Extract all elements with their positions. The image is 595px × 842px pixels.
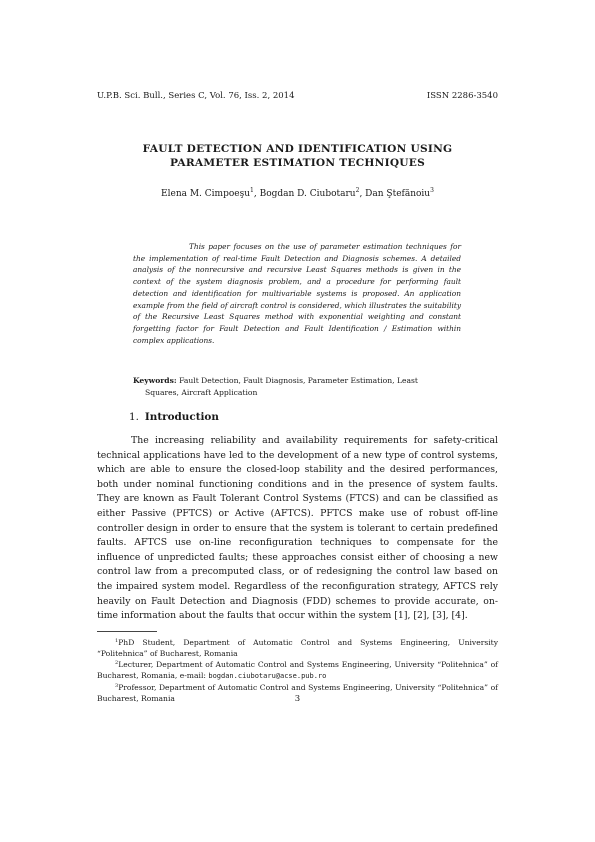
- footnote-mark: 2: [115, 660, 119, 667]
- author-list: [97, 189, 498, 199]
- title-line-1: FAULT DETECTION AND IDENTIFICATION USING: [142, 143, 453, 155]
- paper-title: [97, 142, 498, 170]
- author-name: Elena M. Cimpoeşu: [161, 189, 251, 199]
- footnote-text: PhD Student, Department of Automatic Control and Systems Engineering, University “Politehnica” of Bucharest, Romania: [97, 638, 498, 658]
- keywords-text: Fault Detection, Fault Diagnosis, Parameter Estimation, Least: [179, 376, 418, 385]
- section-number: 1.: [129, 411, 139, 423]
- footnote-text: Lecturer, Department of Automatic Control and Systems Engineering, University “Politehnica” of Bucharest, Romania, e-mail:: [97, 660, 498, 681]
- author-2: [260, 189, 366, 199]
- footnote-text: Professor, Department of Automatic Control and Systems Engineering, University “Politehnica” of Bucharest, Romania: [97, 682, 498, 703]
- author-separator: ,: [253, 189, 260, 199]
- footnote-mark: 3: [115, 682, 119, 689]
- affiliation-mark: 1: [250, 187, 254, 194]
- journal-citation: U.P.B. Sci. Bull., Series C, Vol. 76, Iss. 2, 2014: [97, 91, 295, 101]
- abstract: This paper focuses on the use of parameter estimation techniques for the implementation of real-time Fault Detection and Diagnosis schemes. A detailed analysis of the nonrecursive and recursive Least Squares methods is given in the context of the system diagnosis problem, and a procedure for performing fault detection and identification for multivariable systems is proposed. An application example from the field of aircraft control is considered, which illustrates the suitability of the Recursive Least Squares method with exponential weighting and constant forgetting factor for Fault Detection and Fault Identification / Estimation within complex applications.: [133, 242, 461, 345]
- keywords-continuation: Squares, Aircraft Application: [145, 387, 258, 397]
- introduction-paragraph: The increasing reliability and availability requirements for safety-critical technical applications have led to the development of a new type of control systems, which are able to ensure the closed-loop stability and the desired performances, both under nominal functioning conditions and in the presence of system faults. They are known as Fault Tolerant Control Systems (FTCS) and can be classified as either Passive (PFTCS) or Active (AFTCS). PFTCS make use of robust off-line controller design in order to ensure that the system is tolerant to certain predefined faults. AFTCS use on-line reconfiguration techniques to compensate for the influence of unpredicted faults; these approaches consist either of choosing a new control law from a precomputed class, or of redesigning the control law based on the impaired system model. Regardless of the reconfiguration strategy, AFTCS rely heavily on Fault Detection and Diagnosis (FDD) schemes to provide accurate, on-time information about the faults that occur within the system [1], [2], [3], [4].: [97, 435, 498, 622]
- author-name: Dan Ştefănoiu: [365, 189, 431, 199]
- running-header: [97, 91, 498, 101]
- footnote-1: [97, 638, 498, 659]
- page-number: 3: [294, 694, 301, 704]
- footnote-2: [97, 660, 498, 681]
- issn: ISSN 2286-3540: [426, 91, 498, 101]
- footnote-mark: 1: [115, 638, 119, 644]
- keywords-label: Keywords:: [133, 376, 177, 385]
- section-heading: [129, 411, 219, 423]
- author-name: Bogdan D. Ciubotaru: [259, 189, 356, 199]
- author-3: [365, 189, 434, 199]
- affiliation-mark: 3: [430, 187, 434, 194]
- keywords: [133, 375, 461, 398]
- author-separator: ,: [359, 189, 366, 199]
- title-line-2: PARAMETER ESTIMATION TECHNIQUES: [169, 157, 426, 169]
- footnote-rule: [97, 631, 157, 632]
- affiliation-mark: 2: [355, 187, 360, 194]
- author-1: [161, 189, 260, 199]
- email-address: bogdan.ciubotaru@acse.pub.ro: [208, 672, 327, 681]
- section-title: Introduction: [144, 411, 219, 423]
